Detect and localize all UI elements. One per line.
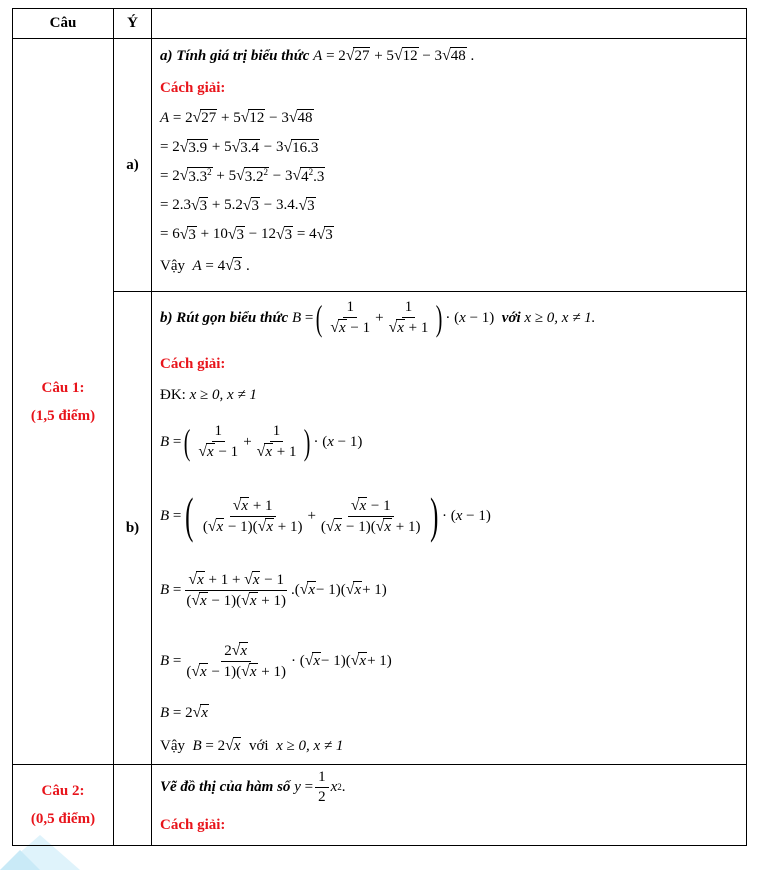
q1b-condition: x ≥ 0, x ≠ 1. [524,309,596,326]
q1b-step-4: B = 2 √ x ( √ x − 1)( √ x + 1) · ( √ x − 1)( √ x + 1) [160,641,392,680]
q1b-prompt-with: với [501,309,521,326]
header-content [152,9,747,39]
q1a-label: a) [114,39,152,292]
q1-points: (1,5 điểm) [30,407,96,424]
q1a-step-5: = 6 √ 3 + 10 √ 3 − 12 √ 3 = 4 √ 3 [160,225,333,243]
q2-content [152,765,747,846]
q2-label-cell [13,765,114,846]
q1-label-cell [13,39,114,765]
solution-table [12,8,747,846]
q1a-prompt: a) Tính giá trị biểu thức [160,47,310,64]
q1a-expr: A = 2 √ 27 + 5 √ 12 − 3 √ 48 . [313,47,475,64]
q1b-step-3: B = √ x + 1 + √ x − 1 ( √ x − 1)( √ x + 1) .( √ x − 1)( √ x + 1) [160,570,387,609]
q1b-row [13,292,747,765]
q2-y-cell [114,765,152,846]
q2-label: Câu 2: [41,783,85,799]
q2-points: (0,5 điểm) [30,811,96,827]
q1a-step-2: = 2 √ 3.9 + 5 √ 3.4 − 3 √ 16.3 [160,138,319,156]
q1b-dk: x ≥ 0, x ≠ 1 [189,386,257,403]
header-cau: Câu [13,9,114,39]
q1b-step-5: B = 2 √ x [160,704,208,721]
q1b-prompt: b) Rút gọn biểu thức [160,309,289,326]
q1a-conclusion: Vậy A = 4 √ 3 . [160,257,250,274]
header-row [13,9,747,39]
q1b-label: b) [114,292,152,765]
q1b-method: Cách giải: [160,355,226,372]
q1b-content [152,292,747,765]
q2-method: Cách giải: [160,816,226,833]
q1-label: Câu 1: [41,379,85,396]
q1a-step-1: A = 2 √ 27 + 5 √ 12 − 3 √ 48 [160,109,313,126]
q1b-step-1: B = ( 1 √ x − 1 + 1 √ x + 1 ) · ( x − 1) [160,422,363,462]
q1a-step-3: = 2 √ $3.3^2$ + 5 √ $3.2^2$ − 3 √ $4^2.3$ [160,167,325,186]
q1b-step-2: B = ( √ x + 1 ( √ x − 1)( √ x + 1) + √ x − 1 ( √ x − 1)( √ x + 1) ) · ( x − 1) [160,488,491,544]
q1b-dk-label: ĐK: [160,386,186,403]
q2-prompt-line: Vẽ đồ thị của hàm số y = $\frac{1}{2}$ x 2 . [160,768,346,805]
q1b-dk-line [160,384,746,406]
q1a-row [13,39,747,292]
q1b-prompt-line: b) Rút gọn biểu thức B = ( 1 √ x − 1 + 1 √ x + 1 ) · ( x − 1) với x ≥ 0, x ≠ 1. [160,298,596,338]
q2-row [13,765,747,846]
q1a-prompt-line [160,39,746,73]
q2-prompt: Vẽ đồ thị của hàm số [160,778,291,795]
header-y: Ý [114,9,152,39]
q1b-conclusion: Vậy B = 2 √ x với x ≥ 0, x ≠ 1 [160,737,344,754]
q1a-content [152,39,747,292]
q1a-step-4: = 2.3 √ 3 + 5.2 √ 3 − 3.4. √ 3 [160,196,315,214]
q1a-method: Cách giải: [160,79,226,96]
